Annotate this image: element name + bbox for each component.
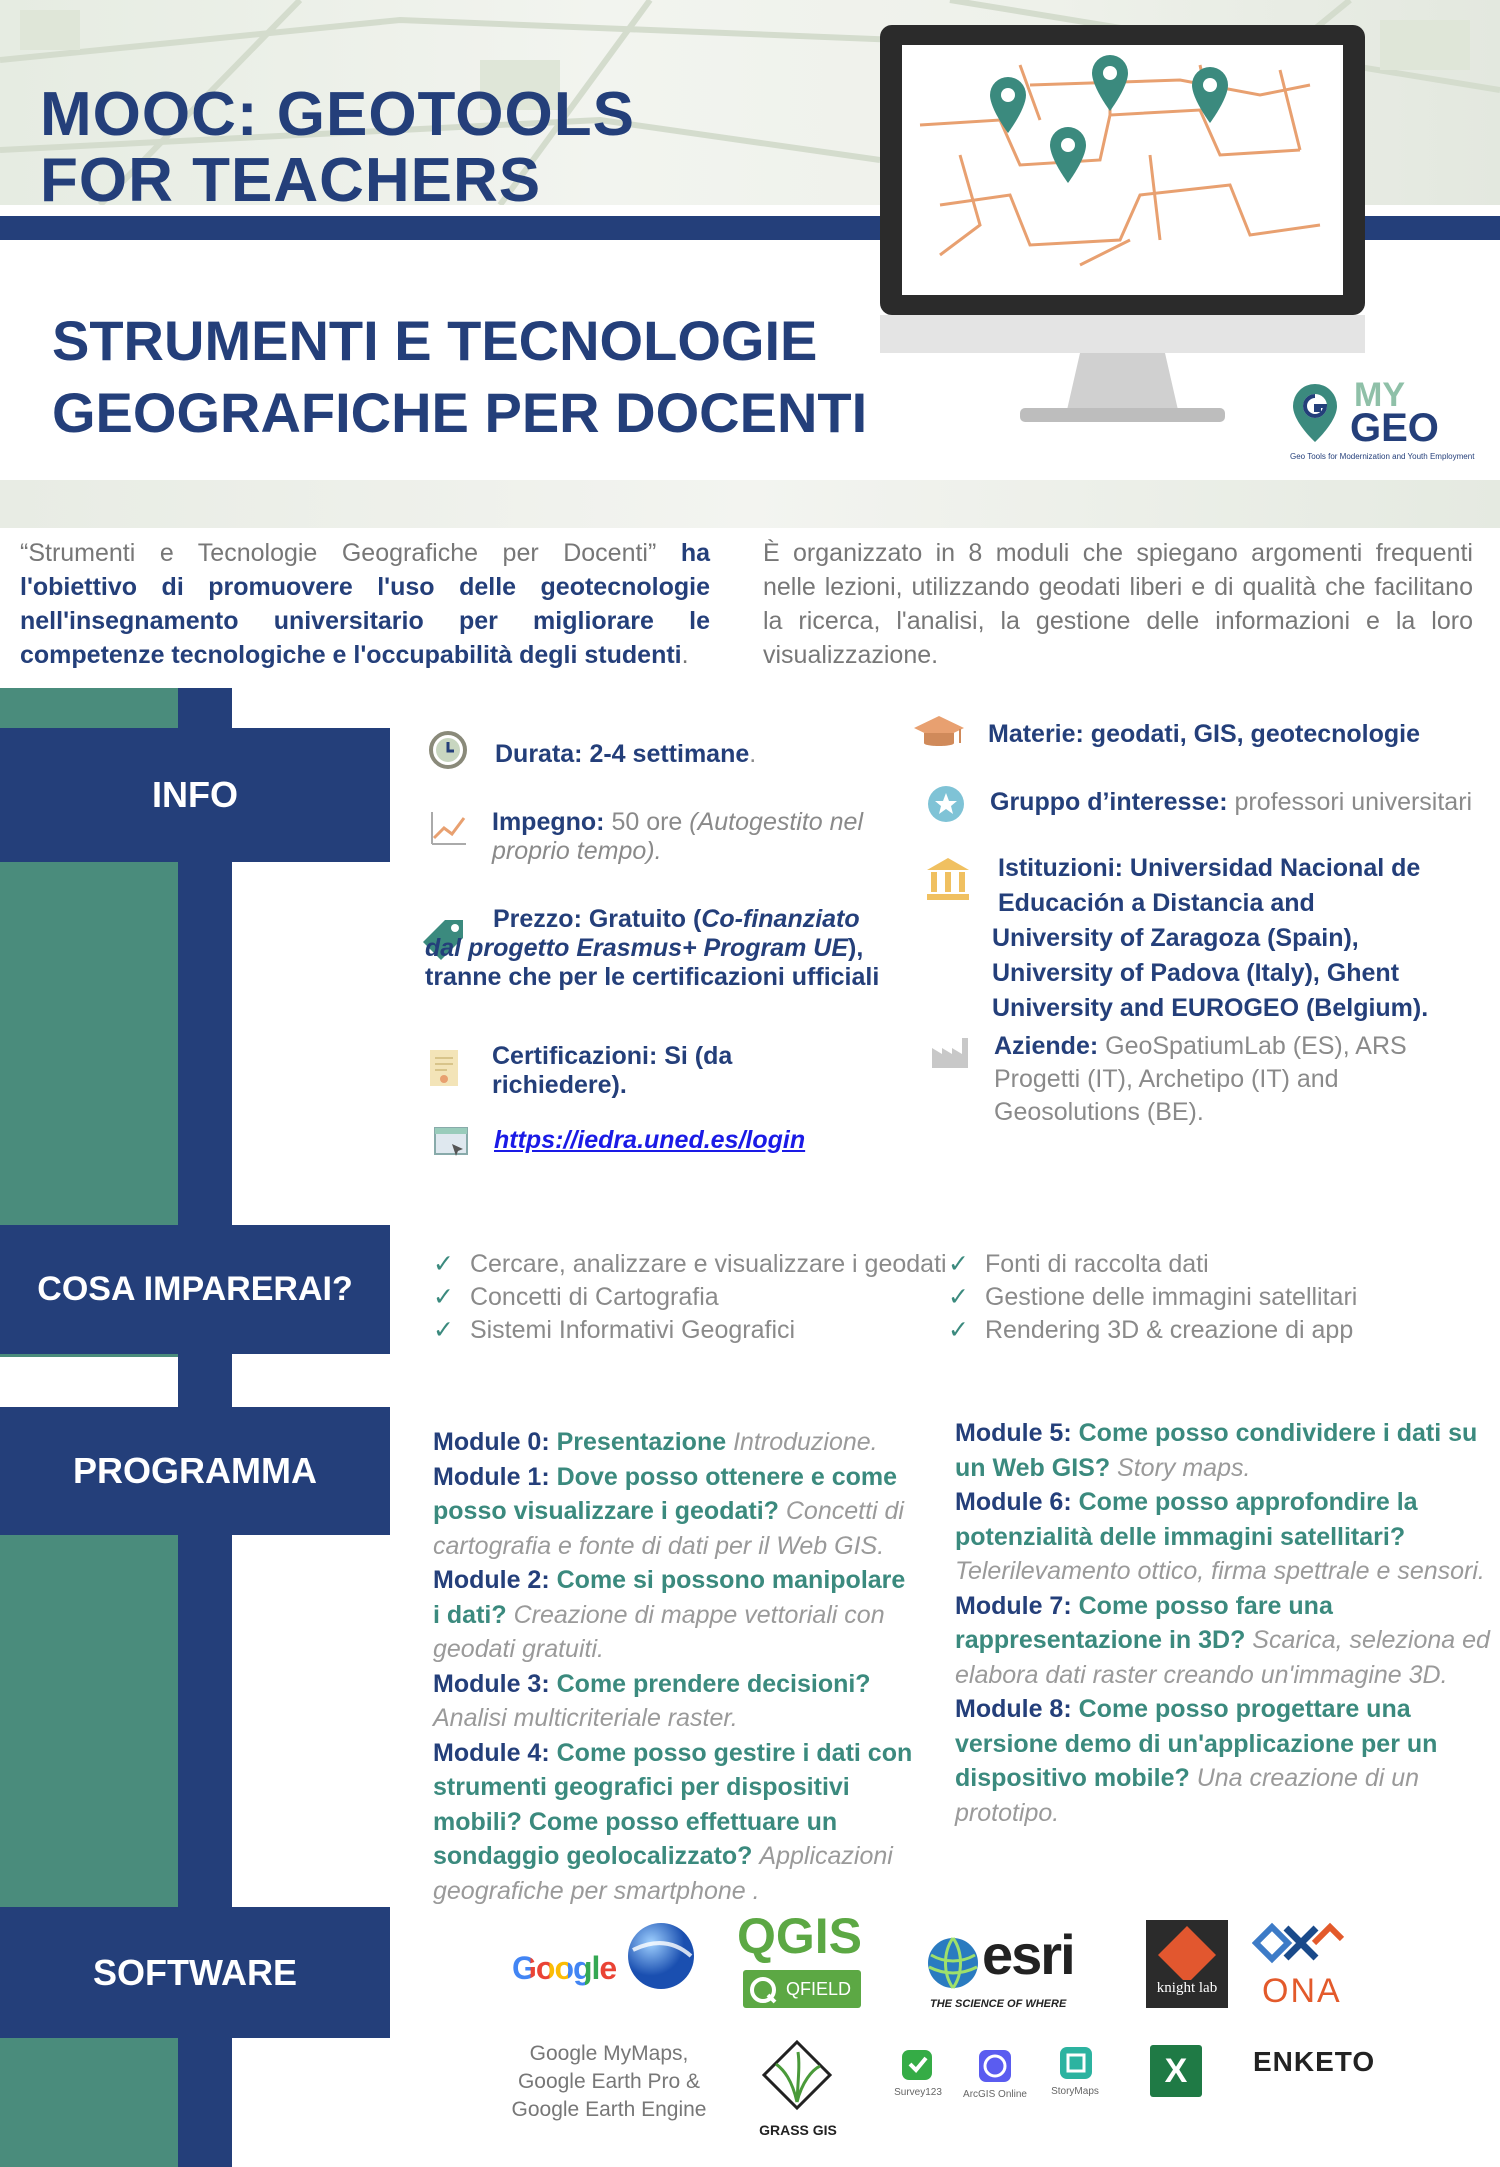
left-decor-gap [0,1357,178,1407]
effort: Impegno: 50 ore (Autogestito nel proprio tempo). [492,808,863,865]
esri-logo: esri [982,1923,1074,1986]
panel-learn: COSA IMPARERAI? [0,1225,390,1354]
arcgis-online-logo: ArcGIS Online [955,2048,1035,2098]
graduation-cap-icon [912,712,966,752]
duration: Durata: 2-4 settimane. [495,740,757,768]
module-item: Module 4: Come posso gestire i dati con strumenti geografici per dispositivi mobili? Come posso effettuare un sondaggio geolocalizzato? Applicazioni geografiche per smartphone . [433,1738,913,1905]
ona-symbol-icon [1252,1918,1347,1968]
qfield-logo: QFIELD [743,1970,861,2008]
target-group: Gruppo d’interesse: professori universitari [990,788,1473,816]
panel-software: SOFTWARE [0,1907,390,2038]
course-link-anchor[interactable]: https://iedra.uned.es/login [494,1126,806,1154]
knightlab-logo: knight lab [1146,1920,1228,2008]
intro-left: “Strumenti e Tecnologie Geografiche per Docenti” ha l'obiettivo di promuovere l'uso delle geotecnologie nell'insegnamento universitario per migliorare le competenze tecnologiche e l'occupabilità degli studenti. [20,539,711,669]
certifications: Certificazioni: Si (da richiedere). [492,1042,733,1099]
esri-tagline: THE SCIENCE OF WHERE [930,1998,1067,2010]
esri-globe-icon [925,1935,981,1991]
survey123-logo: Survey123 [890,2048,946,2094]
google-earth-icon [625,1920,697,1992]
subjects: Materie: geodati, GIS, geotecnologie [988,720,1421,748]
institution-icon [925,856,971,902]
modules-left [433,1425,918,1908]
module-item: Module 5: Come posso condividere i dati su un Web GIS? Story maps. [955,1419,1478,1482]
chart-trend-icon [428,808,468,848]
map-strip [0,480,1500,528]
module-item: Module 7: Come posso fare una rappresentazione in 3D? Scarica, seleziona ed elabora dati raster creando un'immagine 3D. [955,1591,1490,1689]
grass-gis-icon [762,2040,832,2130]
qfield-icon [748,1975,778,2005]
panel-info: INFO [0,728,390,862]
learn-list-left [433,1248,947,1347]
module-item: Module 8: Come posso progettare una versione demo di un'applicazione per un dispositivo mobile? Una creazione di un prototipo. [955,1695,1438,1827]
learn-list-right [948,1248,1357,1347]
list-item: ✓ Rendering 3D & creazione di app [948,1316,1354,1344]
monitor-illustration [880,25,1365,430]
module-item: Module 2: Come si possono manipolare i dati? Creazione di mappe vettoriali con geodati gratuiti. [433,1566,906,1663]
geo-pin-logo-icon [1290,382,1340,444]
list-item: ✓ Gestione delle immagini satellitari [948,1283,1358,1311]
module-item: Module 0: Presentazione Introduzione. [433,1428,878,1456]
page-subtitle: STRUMENTI E TECNOLOGIE GEOGRAFICHE PER DOCENTI [52,309,868,444]
panel-program: PROGRAMMA [0,1407,390,1535]
google-caption: Google MyMaps, Google Earth Pro & Google Earth Engine [511,2042,707,2121]
mygeo-logo: MY GEO Geo Tools for Modernization and Youth Employment [1290,376,1475,461]
list-item: ✓ Fonti di raccolta dati [948,1250,1209,1278]
clock-icon [428,730,468,770]
modules-right [955,1416,1490,1830]
star-badge-icon [926,784,966,824]
intro-right: È organizzato in 8 moduli che spiegano argomenti frequenti nelle lezioni, utilizzando geodati liberi e di qualità che facilitano la ricerca, l'analisi, la gestione delle informazioni e la loro visualizzazione. [763,539,1473,669]
qgis-logo: QGIS [737,1908,863,1964]
list-item: ✓ Concetti di Cartografia [433,1283,719,1311]
course-link[interactable] [494,1126,805,1155]
storymaps-logo: StoryMaps [1040,2045,1110,2095]
certificate-icon [424,1048,464,1088]
module-item: Module 1: Dove posso ottenere e come posso visualizzare i geodati? Concetti di cartografia e fonte di dati per il Web GIS. [433,1462,904,1560]
companies: Aziende: GeoSpatiumLab (ES), ARS Progetti (IT), Archetipo (IT) and Geosolutions (BE). [994,1032,1407,1126]
google-logo: Google [512,1950,617,1986]
factory-icon [930,1034,970,1070]
list-item: ✓ Cercare, analizzare e visualizzare i geodati [433,1250,947,1278]
list-item: ✓ Sistemi Informativi Geografici [433,1316,796,1344]
institutions: Istituzioni: Universidad Nacional de Educación a Distancia and University of Zaragoza (Spain), University of Padova (Italy), Ghent University and EUROGEO (Belgium). [992,854,1429,1022]
ona-logo: ONA [1262,1972,1342,2010]
excel-icon: X [1150,2045,1202,2097]
price: Prezzo: Gratuito (Co-finanziato dal progetto Erasmus+ Program UE), tranne che per le certificazioni ufficiali [425,905,880,991]
page-title: MOOC: GEOTOOLS FOR TEACHERS [40,80,635,215]
grass-gis-label: GRASS GIS [759,2122,837,2138]
module-item: Module 3: Come prendere decisioni? Analisi multicriteriale raster. [433,1669,871,1732]
module-item: Module 6: Come posso approfondire la potenzialità delle immagini satellitari? Telerilevamento ottico, firma spettrale e sensori. [955,1488,1485,1585]
browser-icon [432,1122,472,1162]
enketo-logo: ENKETO [1253,2046,1376,2077]
